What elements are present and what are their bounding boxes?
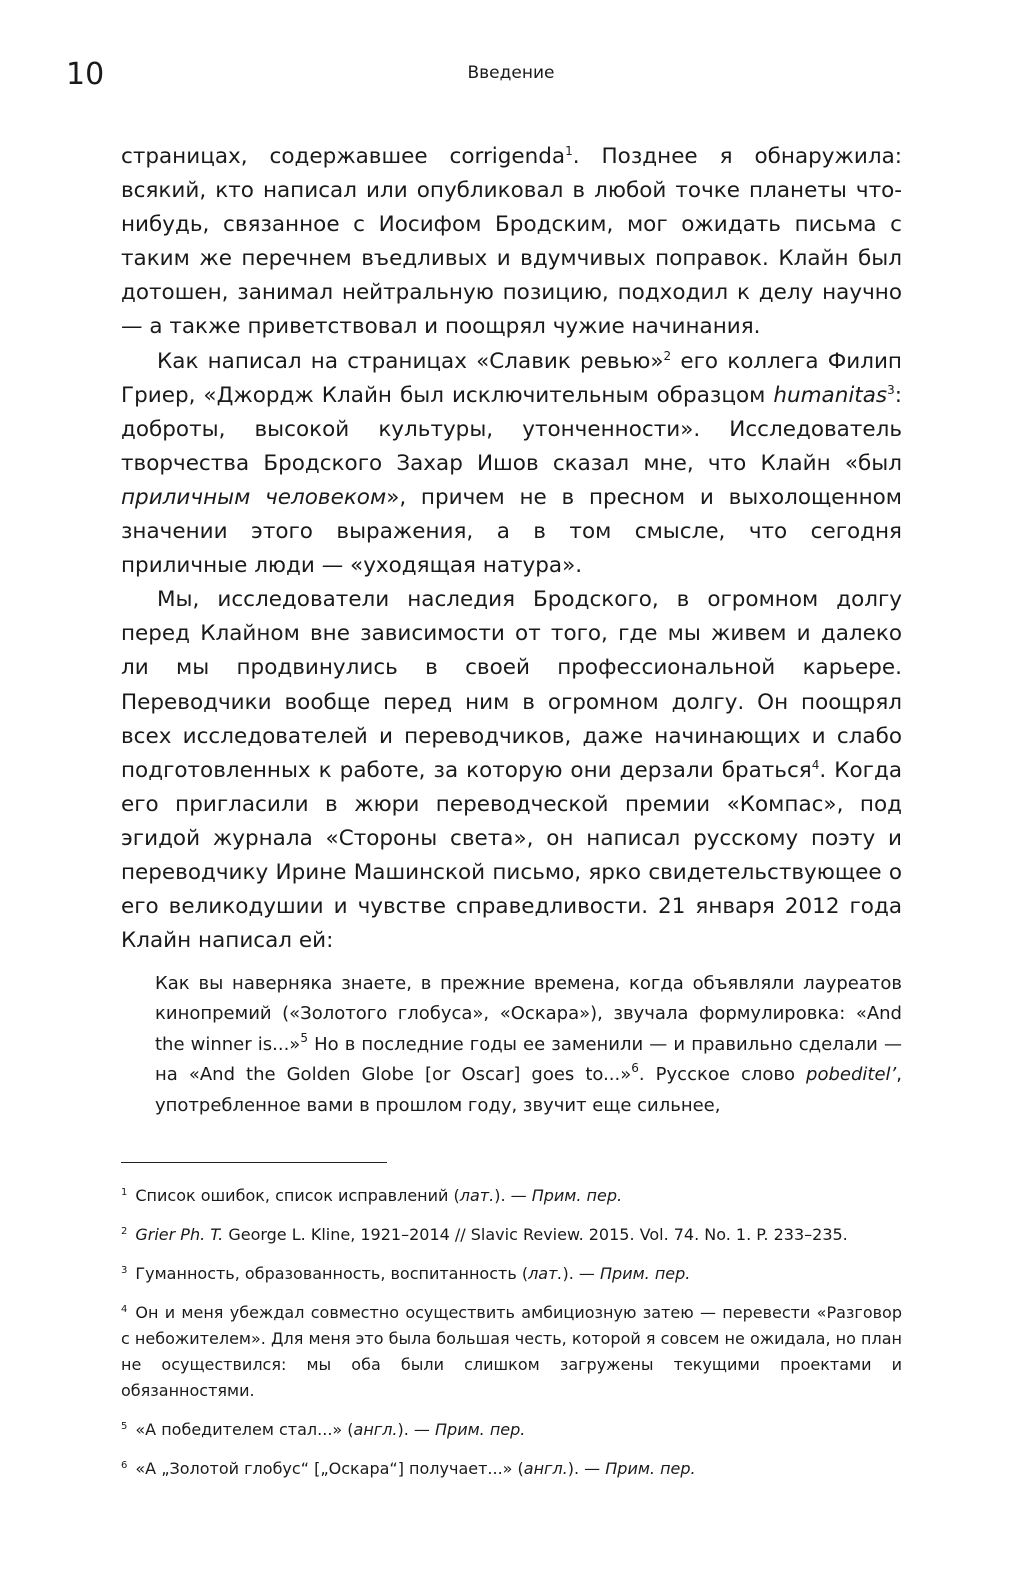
text-span: Список ошибок, список исправлений ( — [135, 1186, 460, 1205]
text-span: , употребленное вами в прошлом году, звучит еще сильнее, — [155, 1064, 902, 1116]
italic-phrase: приличным человеком — [121, 484, 387, 510]
paragraph-1 — [121, 140, 902, 345]
text-span: Мы, исследователи наследия Бродского, в огромном долгу перед Клайном вне зависимости от того, где мы живем и далеко ли мы продвинулись в своей профессиональной карьере. Переводчики вообще перед ним в огромном долгу. Он поощрял всех исследователей и переводчиков, даже начинающих и слабо подготовленных к работе, за которую они дерзали браться — [121, 587, 902, 783]
footnote-1 — [121, 1180, 902, 1209]
text-span: его коллега Филип Гриер, «Джордж Клайн был исключительным образцом — [121, 348, 902, 408]
text-span: Он и меня убеждал совместно осуществить амбициозную затею — перевести «Разговор с небожителем». Для меня это была большая честь, которой я совсем не ожидала, но план не осуществился: мы оба были слишком загружены текущими проектами и обязанностями. — [121, 1303, 902, 1400]
page-number: 10 — [66, 57, 105, 92]
quote-paragraph — [155, 969, 902, 1121]
running-title: Введение — [467, 63, 555, 83]
footnote-5 — [121, 1414, 902, 1443]
italic-text: англ. — [523, 1459, 568, 1478]
text-span: ). — — [562, 1264, 601, 1283]
italic-text: Grier Ph. T. — [135, 1225, 224, 1244]
footnotes — [121, 1180, 902, 1492]
italic-text: Прим. пер. — [531, 1186, 623, 1205]
paragraph-3 — [121, 583, 902, 958]
italic-text: Прим. пер. — [605, 1459, 696, 1478]
footnote-number: 4 — [121, 1304, 128, 1315]
paragraph-2 — [121, 345, 902, 584]
text-span: », причем не в пресном и выхолощенном значении этого выражения, а в том смысле, что сегодня приличные люди — «уходящая натура». — [121, 484, 902, 579]
footnote-ref-6[interactable]: 6 — [631, 1061, 639, 1076]
footnote-2 — [121, 1219, 902, 1248]
text-span: ). — — [494, 1186, 532, 1205]
text-span: Но в последние годы ее заменили — и правильно сделали — на «And the Golden Globe [or Oscar] goes to...» — [155, 1033, 902, 1086]
main-text — [121, 140, 902, 958]
text-span: «А „Золотой глобус“ [„Оскара“] получает...» ( — [135, 1459, 524, 1478]
text-span: страницах, содержавшее corrigenda — [121, 144, 566, 169]
text-span: George L. Kline, 1921–2014 // Slavic Review. 2015. Vol. 74. No. 1. P. 233–235. — [223, 1225, 848, 1244]
text-span: . Русское слово — [638, 1064, 807, 1086]
footnote-ref-3[interactable]: 3 — [887, 382, 895, 397]
footnote-ref-4[interactable]: 4 — [811, 757, 820, 772]
footnote-6 — [121, 1453, 902, 1482]
text-span: Как написал на страницах «Славик ревью» — [157, 348, 664, 374]
italic-word: pobeditel’ — [806, 1064, 897, 1086]
italic-text: лат. — [459, 1186, 495, 1205]
text-span: ). — — [397, 1420, 436, 1439]
footnote-number: 5 — [121, 1421, 128, 1432]
italic-term: humanitas — [773, 382, 888, 408]
footnote-3 — [121, 1258, 902, 1287]
italic-text: Прим. пер. — [435, 1420, 526, 1439]
footnote-number: 6 — [121, 1460, 128, 1471]
footnote-divider — [121, 1162, 387, 1163]
italic-text: Прим. пер. — [600, 1264, 691, 1283]
text-span: : доброты, высокой культуры, утонченности». Исследователь творчества Бродского Захар Ишов сказал мне, что Клайн «был — [121, 382, 902, 476]
footnote-number: 1 — [121, 1187, 128, 1198]
text-span: Гуманность, образованность, воспитанность ( — [135, 1264, 529, 1283]
footnote-ref-2[interactable]: 2 — [663, 348, 672, 363]
footnote-ref-5[interactable]: 5 — [300, 1030, 308, 1045]
text-span: . Позднее я обнаружила: всякий, кто написал или опубликовал в любой точке планеты что-нибудь, связанное с Иосифом Бродским, мог ожидать письма с таким же перечнем въедливых и вдумчивых поправок. Клайн был дотошен, занимал нейтральную позицию, подходил к делу научно — а также приветствовал и поощрял чужие начинания. — [121, 144, 902, 340]
block-quote — [155, 969, 902, 1121]
footnote-4 — [121, 1297, 902, 1404]
text-span: . Когда его пригласили в жюри переводческой премии «Компас», под эгидой журнала «Стороны света», он написал русскому поэту и переводчику Ирине Машинской письмо, ярко свидетельствующее о его великодушии и чувстве справедливости. 21 января 2012 года Клайн написал ей: — [121, 757, 902, 954]
italic-text: лат. — [528, 1264, 563, 1283]
text-span: ). — — [567, 1459, 606, 1478]
italic-text: англ. — [353, 1420, 398, 1439]
text-span: «А победителем стал...» ( — [135, 1420, 354, 1439]
text-span: Как вы наверняка знаете, в прежние времена, когда объявляли лауреатов кинопремий («Золотого глобуса», «Оскара»), звучала формулировка: «And the winner is...» — [155, 973, 902, 1055]
footnote-number: 2 — [121, 1226, 128, 1237]
footnote-number: 3 — [121, 1265, 128, 1276]
footnote-ref-1[interactable]: 1 — [565, 144, 573, 158]
